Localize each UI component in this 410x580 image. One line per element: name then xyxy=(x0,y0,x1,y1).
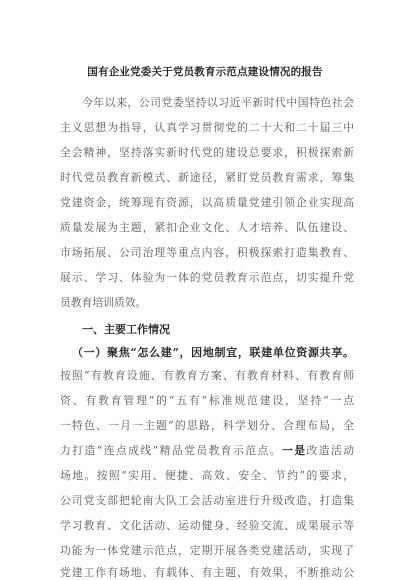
intro-line-7: 市场拓展、公司治理等重点内容，积极探索打造集教育、 xyxy=(60,246,354,259)
intro-line-4: 时代党员教育新模式、新途径，紧盯党员教育需求，筹集 xyxy=(60,171,354,184)
body-line-2: 资、有教育管理”的“五有”标准规范建设，坚持“一点 xyxy=(60,394,354,407)
intro-line-9: 员教育培训质效。 xyxy=(60,296,147,309)
body-line-4-text: 力打造“连点成线”精品党员教育示范点。 xyxy=(60,444,282,457)
intro-line-1: 今年以来，公司党委坚持以习近平新时代中国特色社会 xyxy=(82,96,354,109)
intro-line-6: 质量发展为主题，紧扣企业文化、人才培养、队伍建设、 xyxy=(60,221,354,234)
section-heading-main-work: 一、主要工作情况 xyxy=(82,323,170,336)
document-title: 国有企业党委关于党员教育示范点建设情况的报告 xyxy=(87,66,323,78)
intro-line-2: 主义思想为指导，认真学习贯彻党的二十大和二十届三中 xyxy=(60,121,354,134)
body-line-5: 场地。按照“实用、便捷、高效、安全、节约”的要求， xyxy=(60,469,354,482)
body-line-7: 学习教育、文化活动、运动健身、经验交流、成果展示等 xyxy=(60,519,354,532)
intro-line-5: 党建资金，统筹现有资源，以高质量党建引领企业实现高 xyxy=(60,196,354,209)
body-line-8: 功能为一体党建示范点，定期开展各类党建活动，实现了 xyxy=(60,544,354,557)
inline-bold-first: 一是 xyxy=(282,444,307,457)
body-line-4-tail: 改造活动 xyxy=(306,444,354,457)
body-line-9: 党建工作有场地、有载体、有主题、有效果，不断推动公 xyxy=(60,566,354,579)
body-line-3: 一特色、一月一主题”的思路，科学划分、合理布局，全 xyxy=(60,419,354,432)
body-line-1: 按照“有教育设施、有教育方案、有教育材料、有教育师 xyxy=(60,369,354,382)
intro-line-8: 展示、学习、体验为一体的党员教育示范点，切实提升党 xyxy=(60,271,354,284)
body-line-4 xyxy=(60,444,354,458)
intro-line-3: 全会精神，坚持落实新时代党的建设总要求，积极探索新 xyxy=(60,146,354,159)
subsection-heading-how-to-build: （一）聚焦“怎么建”，因地制宜，联建单位资源共享。 xyxy=(72,346,354,359)
body-line-6: 公司党支部把轮南大队工会活动室进行升级改造，打造集 xyxy=(60,494,354,507)
